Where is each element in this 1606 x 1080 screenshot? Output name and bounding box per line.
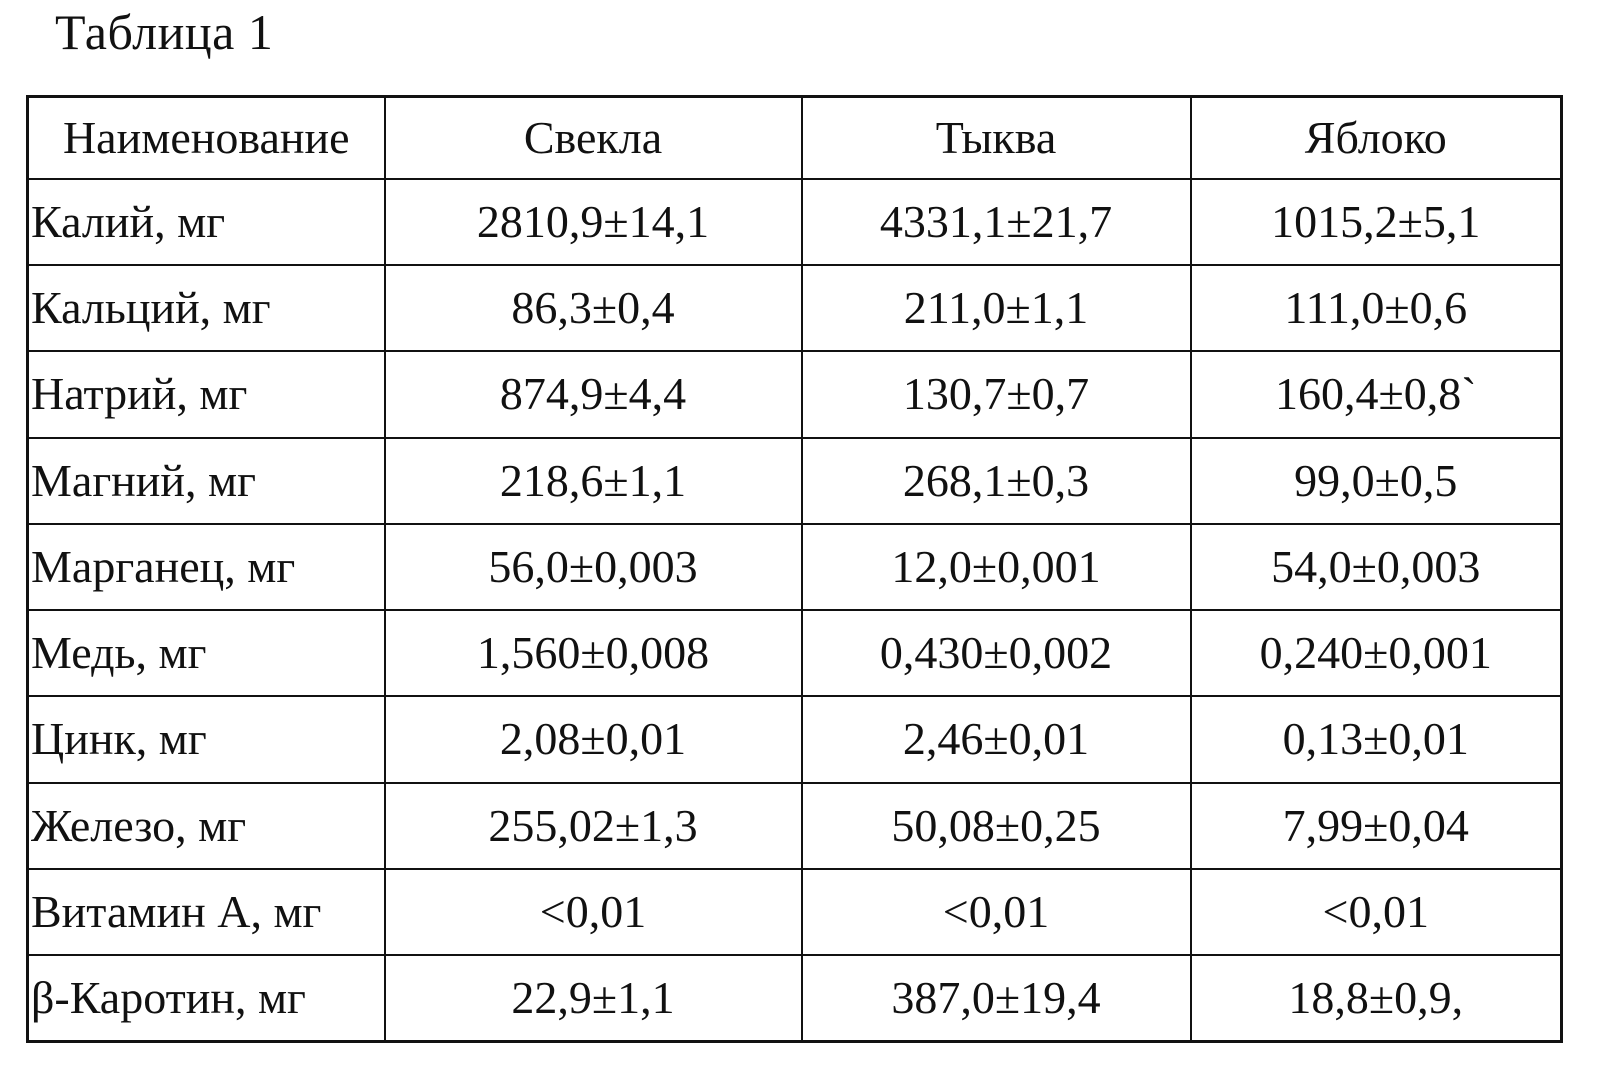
cell-beet: 2,08±0,01 bbox=[385, 696, 802, 782]
table-row bbox=[28, 265, 1562, 351]
cell-beet: 1,560±0,008 bbox=[385, 610, 802, 696]
cell-beet: 874,9±4,4 bbox=[385, 351, 802, 437]
column-header-apple: Яблоко bbox=[1191, 97, 1562, 179]
column-header-name: Наименование bbox=[28, 97, 385, 179]
cell-beet: 22,9±1,1 bbox=[385, 955, 802, 1041]
cell-pumpkin: 268,1±0,3 bbox=[802, 438, 1191, 524]
row-label: Марганец, мг bbox=[28, 524, 385, 610]
cell-pumpkin: 211,0±1,1 bbox=[802, 265, 1191, 351]
row-label: β-Каротин, мг bbox=[28, 955, 385, 1041]
cell-beet: <0,01 bbox=[385, 869, 802, 955]
cell-beet: 2810,9±14,1 bbox=[385, 179, 802, 265]
cell-apple: 99,0±0,5 bbox=[1191, 438, 1562, 524]
nutrient-table bbox=[26, 95, 1563, 1043]
row-label: Медь, мг bbox=[28, 610, 385, 696]
row-label: Магний, мг bbox=[28, 438, 385, 524]
cell-pumpkin: 2,46±0,01 bbox=[802, 696, 1191, 782]
cell-beet: 86,3±0,4 bbox=[385, 265, 802, 351]
cell-beet: 218,6±1,1 bbox=[385, 438, 802, 524]
table-row bbox=[28, 610, 1562, 696]
cell-apple: 18,8±0,9, bbox=[1191, 955, 1562, 1041]
cell-apple: 160,4±0,8` bbox=[1191, 351, 1562, 437]
table-row bbox=[28, 438, 1562, 524]
row-label: Натрий, мг bbox=[28, 351, 385, 437]
column-header-pumpkin: Тыква bbox=[802, 97, 1191, 179]
cell-pumpkin: 4331,1±21,7 bbox=[802, 179, 1191, 265]
table-row bbox=[28, 179, 1562, 265]
cell-pumpkin: 387,0±19,4 bbox=[802, 955, 1191, 1041]
cell-pumpkin: 12,0±0,001 bbox=[802, 524, 1191, 610]
cell-pumpkin: 130,7±0,7 bbox=[802, 351, 1191, 437]
table-row bbox=[28, 524, 1562, 610]
table-row bbox=[28, 869, 1562, 955]
row-label: Витамин А, мг bbox=[28, 869, 385, 955]
table-row bbox=[28, 351, 1562, 437]
table-row bbox=[28, 696, 1562, 782]
cell-pumpkin: 50,08±0,25 bbox=[802, 783, 1191, 869]
row-label: Цинк, мг bbox=[28, 696, 385, 782]
cell-apple: 54,0±0,003 bbox=[1191, 524, 1562, 610]
column-header-beet: Свекла bbox=[385, 97, 802, 179]
cell-beet: 56,0±0,003 bbox=[385, 524, 802, 610]
row-label: Кальций, мг bbox=[28, 265, 385, 351]
cell-apple: 0,13±0,01 bbox=[1191, 696, 1562, 782]
table-row bbox=[28, 783, 1562, 869]
table-row bbox=[28, 955, 1562, 1041]
row-label: Калий, мг bbox=[28, 179, 385, 265]
cell-apple: 1015,2±5,1 bbox=[1191, 179, 1562, 265]
cell-apple: <0,01 bbox=[1191, 869, 1562, 955]
cell-apple: 111,0±0,6 bbox=[1191, 265, 1562, 351]
cell-apple: 7,99±0,04 bbox=[1191, 783, 1562, 869]
cell-beet: 255,02±1,3 bbox=[385, 783, 802, 869]
row-label: Железо, мг bbox=[28, 783, 385, 869]
table-header-row bbox=[28, 97, 1562, 179]
table-caption: Таблица 1 bbox=[55, 4, 274, 60]
cell-apple: 0,240±0,001 bbox=[1191, 610, 1562, 696]
cell-pumpkin: <0,01 bbox=[802, 869, 1191, 955]
cell-pumpkin: 0,430±0,002 bbox=[802, 610, 1191, 696]
